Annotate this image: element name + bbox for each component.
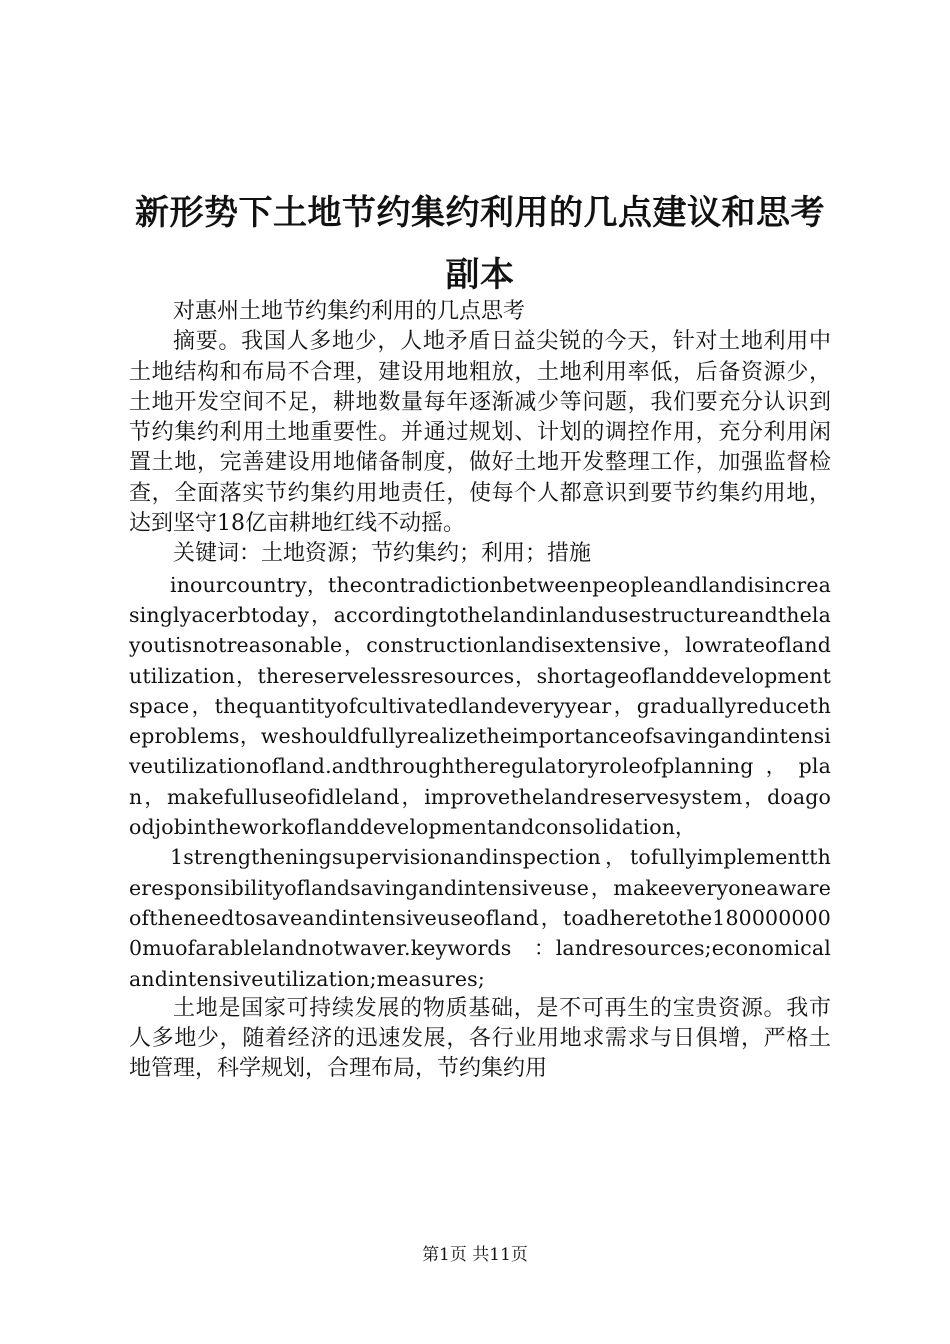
page-number-footer: 第1页 共11页 <box>422 1245 528 1265</box>
keywords-paragraph: 关键词：土地资源；节约集约；利用；措施 <box>173 541 592 567</box>
abstract-paragraph: 摘要。我国人多地少，人地矛盾日益尖锐的今天，针对土地利用中土地结构和布局不合理，建设用地粗放，土地利用率低，后备资源少，土地开发空间不足，耕地数量每年逐渐减少等问题，我们要充分认识到节约集约利用土地重要性。并通过规划、计划的调控作用，充分利用闲置土地，完善建设用地储备制度，做好土地开发整理工作，加强监督检查，全面落实节约集约用地责任，使每个人都意识到要节约集约用地，达到坚守18亿亩耕地红线不动摇。 <box>129 329 831 537</box>
english-abstract-paragraph: inourcountry，thecontradictionbetweenpeopleandlandisincreasinglyacerbtoday，accordingtothelandinlandusestructureandthelayoutisnotreasonable，constructionlandisextensive，lowrateoflandutilization，thereservelessresources，shortageoflanddevelopmentspace，thequantityofcultivatedlandeveryyear，graduallyreducetheproblems，weshouldfullyrealizetheimportanceofsavingandintensiveutilizationofland.andthroughtheregulatoryroleofplanning，plan，makefulluseofidleland，improvethelandreservesystem，doagoodjobintheworkoflanddevelopmentandconsolidation， <box>129 572 831 840</box>
document-body <box>129 297 831 1085</box>
subtitle-paragraph: 对惠州土地节约集约利用的几点思考 <box>173 299 526 324</box>
english-keywords-paragraph: 1strengtheningsupervisionandinspection，tofullyimplementtheresponsibilityoflandsavingandintensiveuse，makeeveryoneawareoftheneedtosaveandintensiveuseofland，toadheretothe1800000000muofarablelandnotwaver.keywords ：landresources;economicalandintensiveutilization;measures; <box>129 845 831 991</box>
document-title: 新形势下土地节约集约利用的几点建议和思考副本 <box>135 193 825 295</box>
body-paragraph: 土地是国家可持续发展的物质基础，是不可再生的宝贵资源。我市人多地少，随着经济的迅速发展，各行业用地求需求与日俱增，严格土地管理，科学规划，合理布局，节约集约用 <box>129 995 831 1082</box>
